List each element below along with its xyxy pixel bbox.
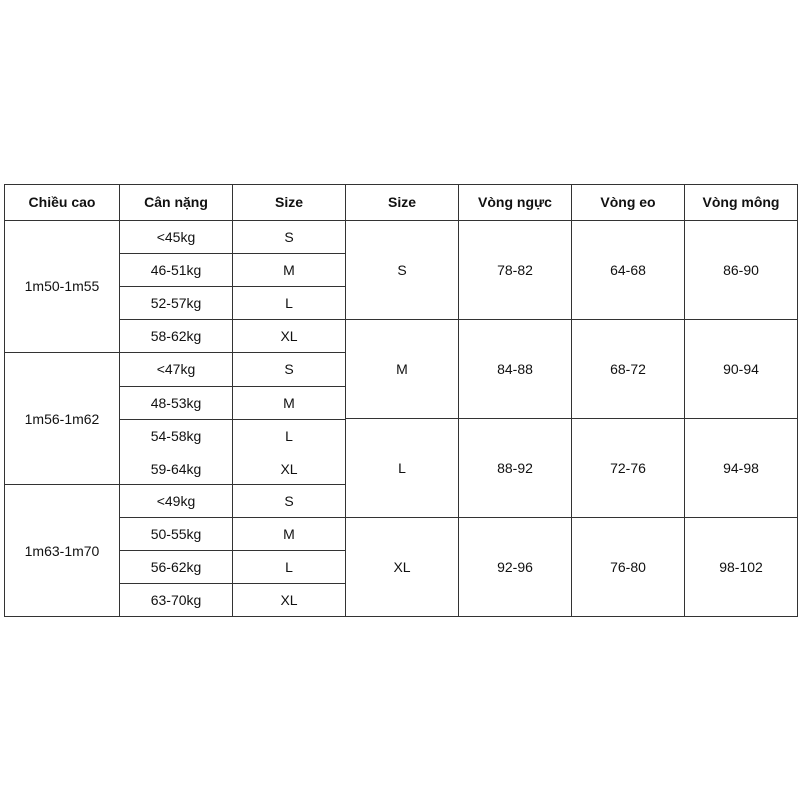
table-borders bbox=[4, 184, 798, 617]
header-hip: Vòng mông bbox=[702, 194, 780, 210]
weight-cell: 46-51kg bbox=[150, 262, 202, 278]
weight-cell: 48-53kg bbox=[150, 395, 202, 411]
weight-cell: 63-70kg bbox=[150, 592, 202, 608]
header-row bbox=[29, 194, 780, 210]
waist-cell: 76-80 bbox=[610, 559, 646, 575]
header-waist: Vòng eo bbox=[600, 194, 656, 210]
header-height: Chiều cao bbox=[28, 194, 96, 210]
weight-cell: 54-58kg bbox=[150, 428, 202, 444]
waist-cell: 64-68 bbox=[610, 262, 646, 278]
waist-cell: 68-72 bbox=[610, 361, 646, 377]
size-cell: S bbox=[284, 493, 294, 509]
size-cell: L bbox=[285, 295, 293, 311]
size-cell: L bbox=[285, 559, 293, 575]
weight-cell: 58-62kg bbox=[150, 328, 202, 344]
height-column bbox=[25, 278, 100, 559]
chest-cell: 92-96 bbox=[497, 559, 533, 575]
weight-cell: 56-62kg bbox=[150, 559, 202, 575]
size-cell: M bbox=[283, 395, 295, 411]
size-cell: XL bbox=[280, 461, 298, 477]
weight-cell: <49kg bbox=[156, 493, 196, 509]
header-size-2: Size bbox=[387, 194, 417, 210]
size-cell: M bbox=[283, 262, 295, 278]
header-weight: Cân nặng bbox=[144, 194, 208, 210]
measure-size-cell: XL bbox=[393, 559, 411, 575]
hip-cell: 98-102 bbox=[719, 559, 763, 575]
header-size: Size bbox=[274, 194, 304, 210]
measure-size-cell: M bbox=[396, 361, 408, 377]
hip-cell: 94-98 bbox=[723, 460, 759, 476]
hip-cell: 86-90 bbox=[723, 262, 759, 278]
size-cell: M bbox=[283, 526, 295, 542]
height-cell: 1m63-1m70 bbox=[24, 543, 100, 559]
size-cell: S bbox=[284, 229, 294, 245]
header-chest: Vòng ngực bbox=[478, 194, 552, 210]
chest-cell: 88-92 bbox=[497, 460, 533, 476]
height-cell: 1m56-1m62 bbox=[24, 411, 100, 427]
size-cell: XL bbox=[280, 328, 298, 344]
weight-cell: <47kg bbox=[156, 361, 196, 377]
measure-size-cell: L bbox=[398, 460, 406, 476]
weight-cell: 50-55kg bbox=[150, 526, 202, 542]
size-cell: S bbox=[284, 361, 294, 377]
chest-cell: 78-82 bbox=[497, 262, 533, 278]
hip-cell: 90-94 bbox=[723, 361, 759, 377]
size-cell: L bbox=[285, 428, 293, 444]
weight-cell: <45kg bbox=[156, 229, 196, 245]
size-chart-table bbox=[4, 184, 798, 623]
size-chart-grid bbox=[4, 184, 798, 618]
chest-cell: 84-88 bbox=[497, 361, 533, 377]
weight-size-rows bbox=[151, 229, 298, 608]
height-cell: 1m50-1m55 bbox=[24, 278, 100, 294]
weight-cell: 59-64kg bbox=[150, 461, 202, 477]
waist-cell: 72-76 bbox=[610, 460, 646, 476]
measure-size-cell: S bbox=[397, 262, 407, 278]
size-cell: XL bbox=[280, 592, 298, 608]
weight-cell: 52-57kg bbox=[150, 295, 202, 311]
